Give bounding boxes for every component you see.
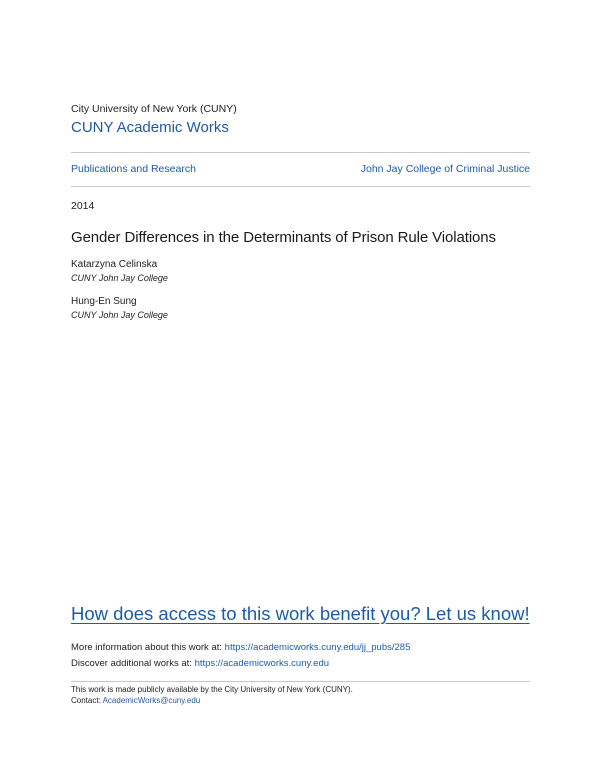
contact-email-link[interactable]: AcademicWorks@cuny.edu bbox=[102, 696, 201, 705]
article-title: Gender Differences in the Determinants of Prison Rule Violations bbox=[71, 229, 496, 246]
availability-note: This work is made publicly available by the City University of New York (CUNY). bbox=[71, 685, 353, 694]
series-link-college[interactable]: John Jay College of Criminal Justice bbox=[360, 163, 530, 175]
series-link-publications[interactable]: Publications and Research bbox=[71, 163, 196, 175]
divider-top bbox=[71, 152, 530, 153]
institution-name: City University of New York (CUNY) bbox=[71, 103, 237, 115]
more-info-line bbox=[71, 642, 410, 653]
discover-label: Discover additional works at: bbox=[71, 658, 195, 669]
publication-year: 2014 bbox=[71, 200, 95, 212]
feedback-link[interactable]: How does access to this work benefit you? Let us know! bbox=[71, 603, 530, 624]
contact-line bbox=[71, 696, 200, 705]
divider-footer bbox=[71, 681, 530, 682]
contact-label: Contact: bbox=[71, 696, 103, 705]
author-name: Katarzyna Celinska bbox=[71, 259, 158, 270]
discover-line bbox=[71, 658, 329, 669]
author-affiliation: CUNY John Jay College bbox=[71, 273, 168, 283]
repository-url-link[interactable]: https://academicworks.cuny.edu bbox=[194, 658, 330, 669]
author-name: Hung-En Sung bbox=[71, 296, 137, 307]
divider-series bbox=[71, 186, 530, 187]
repository-link[interactable]: CUNY Academic Works bbox=[71, 119, 229, 136]
more-info-label: More information about this work at: bbox=[71, 642, 225, 653]
work-url-link[interactable]: https://academicworks.cuny.edu/jj_pubs/285 bbox=[224, 642, 411, 653]
author-affiliation: CUNY John Jay College bbox=[71, 310, 168, 320]
